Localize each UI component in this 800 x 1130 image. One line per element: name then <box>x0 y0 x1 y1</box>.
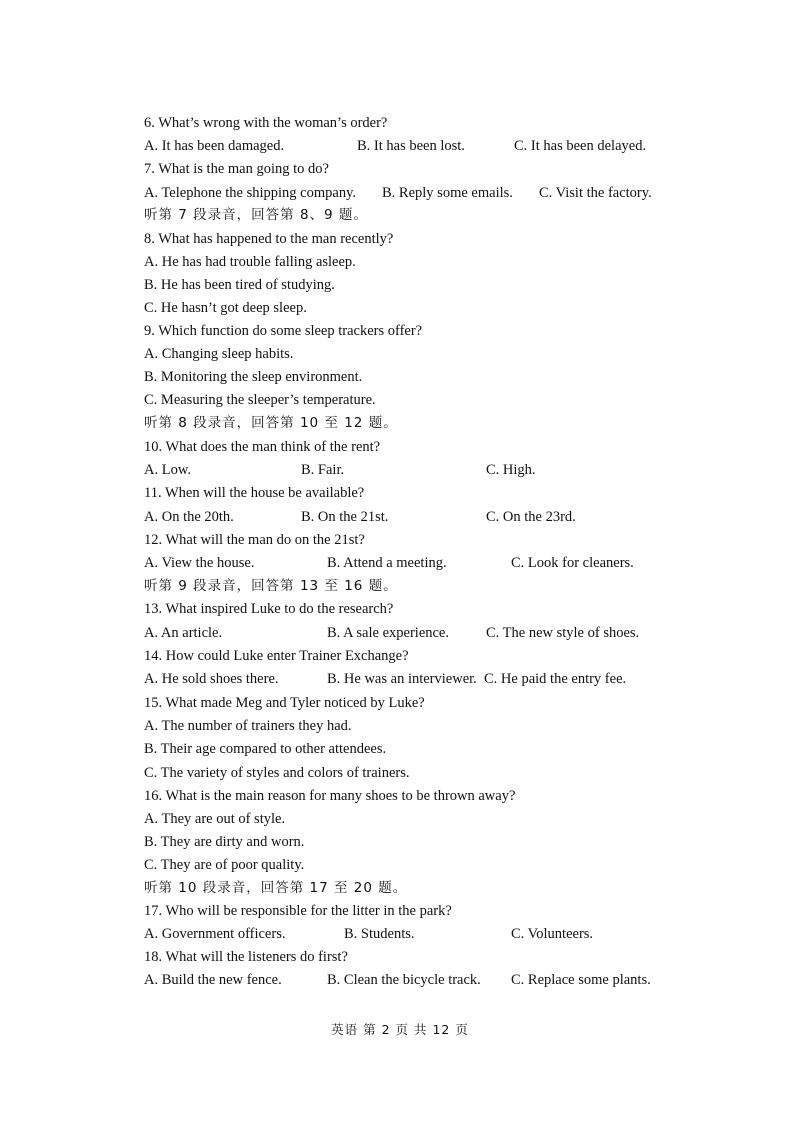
option-b: B. Reply some emails. <box>382 185 513 201</box>
option-a: A. Build the new fence. <box>144 972 282 988</box>
question-17: 17. Who will be responsible for the litter in the park? <box>144 903 452 919</box>
question-15-option-c: C. The variety of styles and colors of trainers. <box>144 765 410 781</box>
question-12: 12. What will the man do on the 21st? <box>144 532 365 548</box>
option-b: B. On the 21st. <box>301 509 389 525</box>
option-b: B. A sale experience. <box>327 625 449 641</box>
question-6: 6. What’s wrong with the woman’s order? <box>144 115 388 131</box>
question-11: 11. When will the house be available? <box>144 485 365 501</box>
option-c: C. Volunteers. <box>511 926 594 942</box>
question-18: 18. What will the listeners do first? <box>144 949 348 965</box>
option-c: C. Visit the factory. <box>539 185 652 201</box>
option-a: A. Low. <box>144 462 191 478</box>
question-15: 15. What made Meg and Tyler noticed by Luke? <box>144 695 425 711</box>
question-8-option-b: B. He has been tired of studying. <box>144 277 335 293</box>
question-9: 9. Which function do some sleep trackers offer? <box>144 323 423 339</box>
question-16-option-c: C. They are of poor quality. <box>144 857 305 873</box>
question-8: 8. What has happened to the man recently? <box>144 231 394 247</box>
question-16: 16. What is the main reason for many shoes to be thrown away? <box>144 788 516 804</box>
question-7: 7. What is the man going to do? <box>144 161 329 177</box>
option-a: A. He sold shoes there. <box>144 671 279 687</box>
option-a: A. Telephone the shipping company. <box>144 185 357 201</box>
option-b: B. Clean the bicycle track. <box>327 972 481 988</box>
option-b: B. Fair. <box>301 462 345 478</box>
question-14: 14. How could Luke enter Trainer Exchange? <box>144 648 409 664</box>
question-9-option-c: C. Measuring the sleeper’s temperature. <box>144 392 376 408</box>
option-a: A. View the house. <box>144 555 255 571</box>
section-7-instruction: 听第 7 段录音，回答第 8、9 题。 <box>144 207 368 223</box>
option-c: C. On the 23rd. <box>486 509 576 525</box>
section-9-instruction: 听第 9 段录音，回答第 13 至 16 题。 <box>144 578 398 594</box>
question-15-option-a: A. The number of trainers they had. <box>144 718 352 734</box>
option-c: C. It has been delayed. <box>514 138 647 154</box>
option-b: B. Students. <box>344 926 415 942</box>
page-footer: 英语 第 2 页 共 12 页 <box>331 1022 469 1037</box>
option-b: B. He was an interviewer. <box>327 671 477 687</box>
option-c: C. High. <box>486 462 536 478</box>
question-9-option-a: A. Changing sleep habits. <box>144 346 294 362</box>
option-a: A. Government officers. <box>144 926 286 942</box>
question-16-option-b: B. They are dirty and worn. <box>144 834 305 850</box>
option-c: C. He paid the entry fee. <box>484 671 627 687</box>
option-b: B. It has been lost. <box>357 138 465 154</box>
section-10-instruction: 听第 10 段录音，回答第 17 至 20 题。 <box>144 880 408 896</box>
option-a: A. On the 20th. <box>144 509 234 525</box>
option-a: A. An article. <box>144 625 223 641</box>
question-8-option-c: C. He hasn’t got deep sleep. <box>144 300 307 316</box>
option-a: A. It has been damaged. <box>144 138 285 154</box>
question-15-option-b: B. Their age compared to other attendees. <box>144 741 387 757</box>
option-c: C. Replace some plants. <box>511 972 651 988</box>
question-9-option-b: B. Monitoring the sleep environment. <box>144 369 363 385</box>
option-c: C. Look for cleaners. <box>511 555 634 571</box>
section-8-instruction: 听第 8 段录音，回答第 10 至 12 题。 <box>144 415 398 431</box>
question-16-option-a: A. They are out of style. <box>144 811 286 827</box>
option-c: C. The new style of shoes. <box>486 625 640 641</box>
question-8-option-a: A. He has had trouble falling asleep. <box>144 254 356 270</box>
question-13: 13. What inspired Luke to do the research? <box>144 601 394 617</box>
option-b: B. Attend a meeting. <box>327 555 447 571</box>
question-10: 10. What does the man think of the rent? <box>144 439 381 455</box>
